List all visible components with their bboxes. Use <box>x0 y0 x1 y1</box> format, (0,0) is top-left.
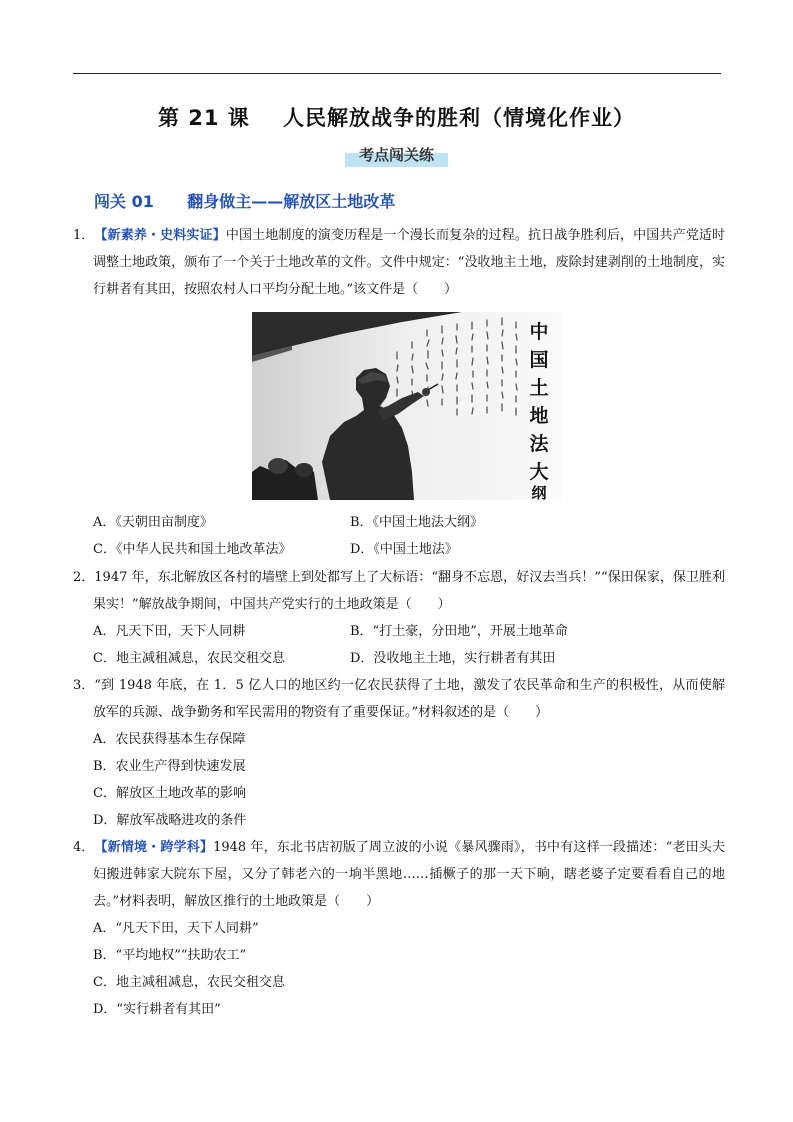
question-stem <box>73 834 725 915</box>
question-text: “到 1948 年底，在 1．5 亿人口的地区约一亿农民获得了土地，激发了农民革命和生产的积极性，从而使解放军的兵源、战争勤务和军民需用的物资有了重要保证。”材料叙述的是（ ） <box>93 678 725 720</box>
practice-badge <box>345 142 448 168</box>
option-d[interactable]: D．《中国土地法》 <box>350 542 458 557</box>
option-a[interactable]: A．“凡天下田，天下人同耕” <box>93 921 259 936</box>
svg-text:土: 土 <box>529 377 549 399</box>
svg-text:国: 国 <box>529 349 549 371</box>
svg-text:大: 大 <box>529 461 549 483</box>
question-number: 1． <box>73 228 95 243</box>
option-a[interactable]: A．农民获得基本生存保障 <box>93 732 246 747</box>
lesson-title: 第 21 课 人民解放战争的胜利（情境化作业） <box>157 106 636 130</box>
question-1 <box>73 222 725 303</box>
badge-text: 考点闯关练 <box>358 146 434 164</box>
historical-photo <box>252 312 562 500</box>
option-b[interactable]: B．农业生产得到快速发展 <box>93 759 246 774</box>
svg-text:纲: 纲 <box>531 484 547 500</box>
question-stem <box>73 222 725 303</box>
option-b[interactable]: B．“打土豪，分田地”，开展土地革命 <box>350 624 568 639</box>
option-b[interactable]: B．“平均地权”“扶助农工” <box>93 948 247 963</box>
question-number: 2． <box>73 570 95 585</box>
option-d[interactable]: D．解放军战略进攻的条件 <box>93 813 247 828</box>
option-c[interactable]: C．解放区土地改革的影响 <box>93 786 246 801</box>
question-2 <box>73 564 725 672</box>
option-d[interactable]: D．“实行耕者有其田” <box>93 1002 221 1017</box>
question-number: 3． <box>73 678 95 693</box>
option-a[interactable]: A．凡天下田，天下人同耕 <box>93 624 246 639</box>
question-3 <box>73 672 725 834</box>
option-c[interactable]: C．地主减租减息，农民交租交息 <box>93 651 285 666</box>
practice-badge-wrap <box>0 142 793 168</box>
question-stem <box>73 672 725 726</box>
question-stem <box>73 564 725 618</box>
question-text: 1948 年，东北书店初版了周立波的小说《暴风骤雨》，书中有这样一段描述：“老田头夫妇搬进韩家大院东下屋，又分了韩老六的一垧半黑地……插橛子的那一天下晌，瞎老婆子定要看看自己的地去。”材料表明，解放区推行的土地政策是（ ） <box>93 840 725 909</box>
option-c[interactable]: C．地主减租减息，农民交租交息 <box>93 975 285 990</box>
option-b[interactable]: B．《中国土地法大纲》 <box>350 515 484 530</box>
question-tag: 【新情境・跨学科】 <box>94 840 214 855</box>
question-text: 中国土地制度的演变历程是一个漫长而复杂的过程。抗日战争胜利后，中国共产党适时调整土地政策，颁布了一个关于土地改革的文件。文件中规定：“没收地主土地，废除封建剥削的土地制度，实行耕者有其田，按照农村人口平均分配土地。”该文件是（ ） <box>93 228 725 297</box>
question-1-options <box>73 509 725 563</box>
options-grid <box>93 618 725 672</box>
header-rule <box>73 73 721 74</box>
photo-caption-char: 中 <box>529 321 549 343</box>
options-list <box>93 726 725 834</box>
question-4 <box>73 834 725 1023</box>
section-heading: 闯关 01 翻身做主——解放区土地改革 <box>94 192 396 211</box>
options-grid <box>93 509 725 563</box>
option-c[interactable]: C．《中华人民共和国土地改革法》 <box>93 542 292 557</box>
options-list <box>93 915 725 1023</box>
svg-text:法: 法 <box>529 433 549 455</box>
option-d[interactable]: D．没收地主土地，实行耕者有其田 <box>350 651 556 666</box>
question-tag: 【新素养・史料实证】 <box>94 228 226 243</box>
svg-text:地: 地 <box>529 405 549 427</box>
question-number: 4． <box>73 840 95 855</box>
question-text: 1947 年，东北解放区各村的墙壁上到处都写上了大标语：“翻身不忘恩，好汉去当兵！”“保田保家，保卫胜利果实！”解放战争期间，中国共产党实行的土地政策是（ ） <box>93 570 725 612</box>
option-a[interactable]: A．《天朝田亩制度》 <box>93 515 213 530</box>
